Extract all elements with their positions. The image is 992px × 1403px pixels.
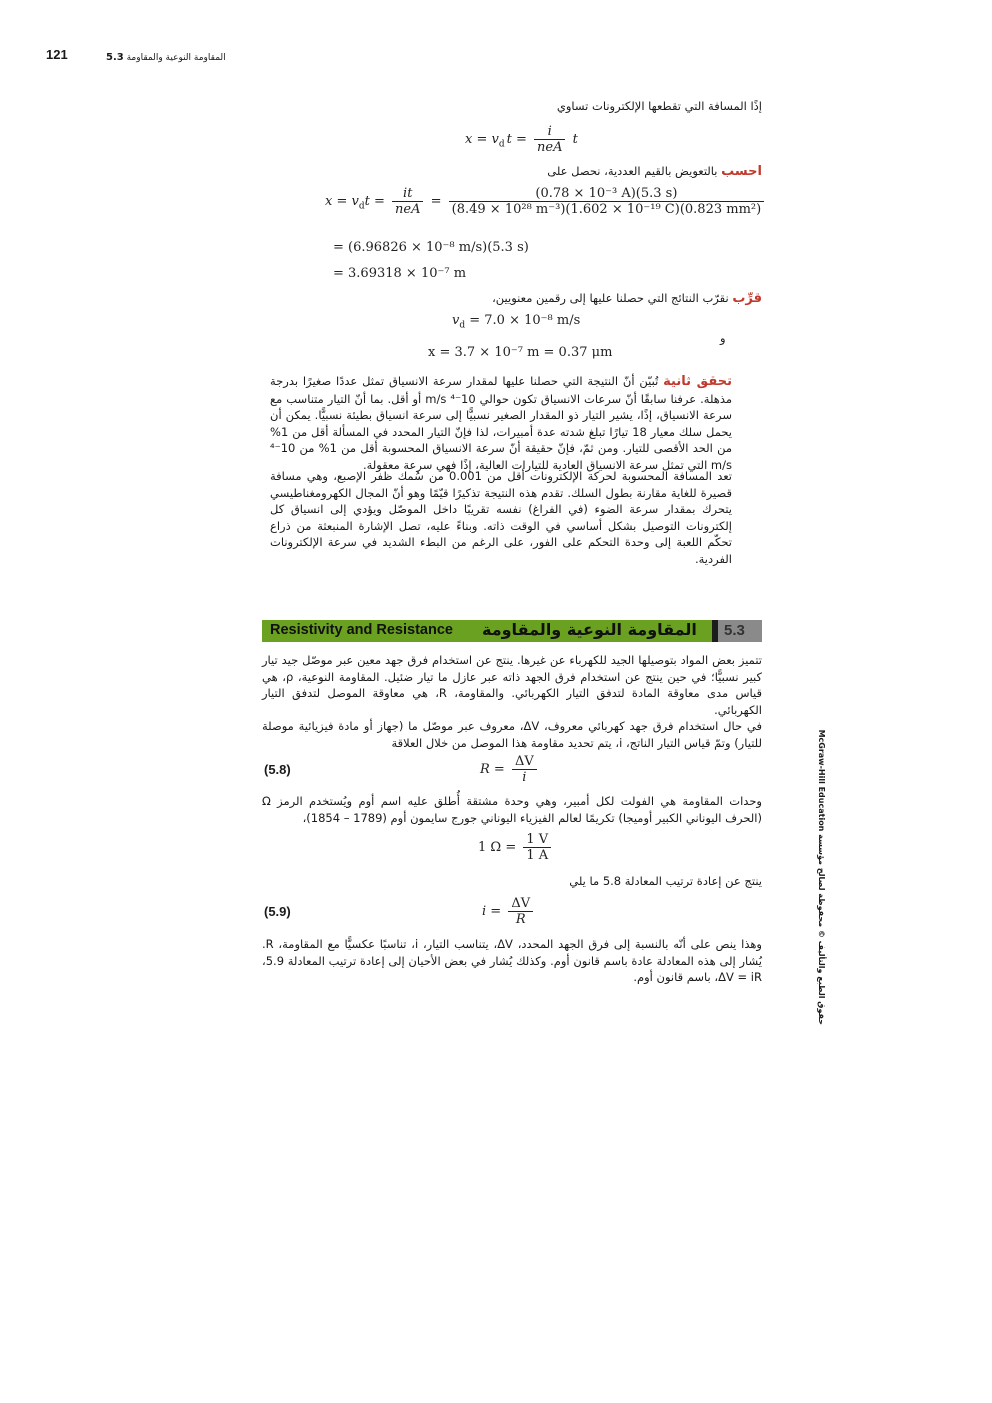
calc-label: احسب (721, 164, 762, 179)
header-section-number: 5.3 (106, 52, 124, 63)
section-paragraph-2: في حال استخدام فرق جهد كهربائي معروف، ΔV، معروف عبر موصّل ما (جهاز أو مادة فيزيائية موصلة للتيار) وتمّ قياس التيار الناتج، i، يتم تحديد مقاومة هذا الموصل من خلال العلاقة (262, 719, 762, 750)
section-heading-band (262, 620, 762, 642)
equation-5-9: i = $\frac{\Delta V}{R}$ (482, 896, 536, 927)
distance-intro: إذًا المسافة التي تقطعها الإلكترونات تساوي (556, 99, 762, 113)
round-x: x = 3.7 × 10⁻⁷ m = 0.37 μm (428, 345, 613, 360)
round-text: نقرّب النتائج التي حصلنا عليها إلى رقمين معنويين، (492, 291, 729, 305)
header-section-title: المقاومة النوعية والمقاومة (126, 53, 226, 63)
check-paragraph (270, 373, 732, 473)
section-english-title: Resistivity and Resistance (270, 622, 453, 638)
section-paragraph-1: تتميز بعض المواد بتوصيلها الجيد للكهرباء عن غيرها. ينتج عن استخدام فرق جهد معين عبر موصّل جيد تيار كبير نسبيًّا؛ في حين ينتج عن استخدام فرق الجهد ذاته عبر عازل ما تيار ضئيل. المقاومة النوعية، ρ، هي قياس مدى معاوقة المادة لتدفق التيار الكهربائي. والمقاومة، R، هي معاوقة الموصل لتدفق التيار الكهربائي. (262, 653, 763, 717)
copyright-side-note: حقوق الطبع والتأليف © محفوظة لصالح مؤسسة McGraw-Hill Education (817, 729, 826, 1025)
check-text: تُبيّن أنّ النتيجة التي حصلنا عليها لمقدار سرعة الانسياق تمثل عددًا صغيرًا بدرجة مذهلة. عرفنا سابقًا أنّ سرعات الانسياق تكون حوالي 10⁻⁴ m/s أو أقل. بما أنّ التيار متناسب مع سرعة الانسياق، إذًا، يشير التيار ذو المقدار الصغير نسبيًّا إلى سرعة انسياق بطيئة نسبيًّا. يمكن أن يحمل سلك معيار 18 تيارًا تبلغ شدته عدة أمبيرات، لذا فإنّ التيار المحدد في المسألة أقل من 1% من الحد الأقصى للتيار. ومن ثمّ، فإنّ حقيقة أنّ سرعة الانسياق المحسوبة أقل من 1% من 10⁻⁴ m/s التي تمثل سرعة الانسياق العادية للتيارات العالية، إذًا فهي سرعة معقولة. (270, 374, 733, 472)
running-header (100, 52, 226, 63)
section-arabic-title: المقاومة النوعية والمقاومة (482, 620, 697, 639)
section-number: 5.3 (724, 622, 745, 639)
round-vd: $v_d = 7.0 \times 10^{-8}$ m/s (452, 313, 581, 331)
equation-5-9-number: (5.9) (264, 904, 291, 919)
calc-equation-2: = (6.96826 × 10⁻⁸ m/s)(5.3 s) (333, 240, 529, 255)
calc-text: بالتعويض بالقيم العددية، نحصل على (547, 164, 718, 178)
round-line (262, 290, 762, 308)
equation-5-8: R = $\frac{\Delta V}{i}$ (480, 754, 540, 785)
section-paragraph-4: ينتج عن إعادة ترتيب المعادلة 5.8 ما يلي (569, 874, 762, 888)
check-label: تحقق ثانية (663, 374, 733, 389)
calc-equation-1: $x = v_dt$ = $\frac{it}{\text{neA}}$ = $\frac{\text{(0.78 × 10⁻³ A)(5.3 s)}}{\text{(8.49 × 10²⁸ m⁻³)(1.602 × 10⁻¹⁹ C)(0.823 mm²)}}$ (325, 186, 767, 217)
section-paragraph-3: وحدات المقاومة هي الفولت لكل أمبير، وهي وحدة مشتقة أُطلق عليه اسم أوم ويُستخدم الرمز Ω (الحرف اليوناني الكبير أوميجا) تكريمًا لعالم الفيزياء اليوناني جورج سايمون أوم (1789 – 1854)، (262, 794, 762, 825)
check-paragraph-2: تعد المسافة المحسوبة لحركة الإلكترونات أقل من 0.001 من سُمك ظفر الإصبع، وهي مسافة قصيرة للغاية مقارنة بطول السلك. تقدم هذه النتيجة تذكيرًا قيّمًا وهو أنّ المجال الكهرومغناطيسي يتحرك بمقدار سرعة الضوء (في الفراغ) نفسه تقريبًا داخل الموصّل ويؤدي إلى انسياق كل إلكترونات التوصيل بشكل أساسي في الوقت ذاته. وبناءً عليه، تصل الإشارة المنبعثة من ذراع تحكّم اللعبة إلى وحدة التحكم على الفور، على الرغم من البطء الشديد في سرعة الإلكترونات الفردية. (270, 469, 732, 566)
section-paragraph-5: وهذا ينص على أنّه بالنسبة إلى فرق الجهد المحدد، ΔV، يتناسب التيار، i، تناسبًا عكسيًّا مع المقاومة، R. يُشار إلى هذه المعادلة عادة باسم قانون أوم. وكذلك يُشار في بعض الأحيان إلى إعادة ترتيب المعادلة 5.9، ΔV = iR، باسم قانون أوم. (262, 937, 762, 984)
calc-line (262, 163, 762, 181)
equation-5-8-number: (5.8) (264, 762, 291, 777)
ohm-equation: 1 Ω = $\frac{1 V}{1 A}$ (478, 832, 554, 863)
and-word: و (720, 331, 726, 345)
distance-equation: $x = v_d$ t = $\frac{i}{\text{neA}}$ t (465, 124, 578, 155)
page-number: 121 (46, 47, 68, 62)
calc-equation-3: = 3.69318 × 10⁻⁷ m (333, 266, 467, 281)
round-label: قرِّب (732, 291, 762, 306)
